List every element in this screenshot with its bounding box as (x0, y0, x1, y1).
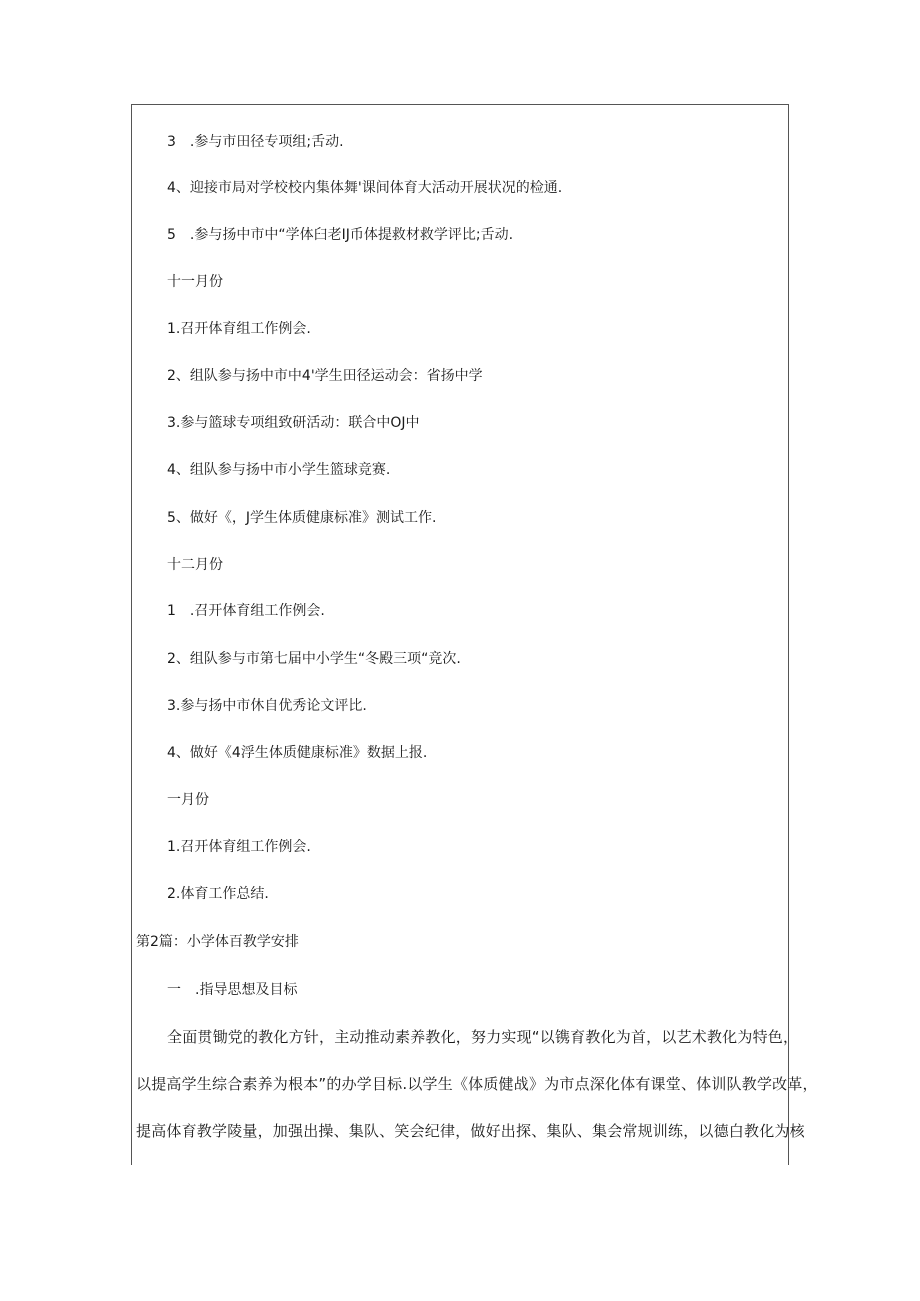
plan-line: 2.体育工作总结. (167, 886, 269, 902)
plan-line: 2、组队参与市第七届中小学生“冬殿三项“竞次. (167, 651, 461, 667)
plan-line: 1 .召开体育组工作例会. (167, 603, 325, 619)
plan-line: 3 .参与市田径专项组;舌动. (167, 134, 344, 150)
plan-line: 5、做好《，J学生体质健康标准》测试工作. (167, 510, 437, 526)
plan-line: 十一月份 (167, 274, 223, 290)
paragraph-line-3: 提高体育教学陵量，加强出操、集队、笑会纪律，做好出探、集队、集会常规训练，以德白教化为核 (136, 1122, 805, 1140)
plan-line: 一月份 (167, 792, 209, 808)
document-frame (131, 104, 818, 1165)
plan-line: 4、组队参与扬中市小学生篮球竞赛. (167, 462, 391, 478)
section-title: 第2篇：小学体百教学安排 (136, 934, 299, 950)
paragraph-line-2: 以提高学生综合素养为根本”的办学目标.以学生《体质健战》为市点深化体有课堂、体训队教学改革， (136, 1075, 818, 1093)
plan-line: 十二月份 (167, 557, 223, 573)
subheading: 一 .指导思想及目标 (167, 982, 298, 998)
plan-line: 3.参与扬中市休自优秀论文评比. (167, 698, 367, 714)
paragraph-line-1: 全面贯锄党的教化方针，主动推动素养教化，努力实现“以镌育教化为首，以艺术教化为特色， (167, 1028, 799, 1046)
plan-line: 1.召开体育组工作例会. (167, 839, 311, 855)
plan-line: 2、组队参与扬中市中4'学生田径运动会：省扬中学 (167, 368, 483, 384)
plan-line: 3.参与篮球专项组致研活动：联合中OJ中 (167, 415, 420, 431)
plan-line: 5 .参与扬中市中“学体臼老IJ币体提救材救学评比;舌动. (167, 227, 514, 243)
plan-line: 4、做好《4浮生体质健康标准》数据上报. (167, 745, 428, 761)
plan-line: 4、迎接市局对学校校内集体舞'课间体育大活动开展状况的检通. (167, 180, 563, 196)
plan-line: 1.召开体育组工作例会. (167, 321, 311, 337)
